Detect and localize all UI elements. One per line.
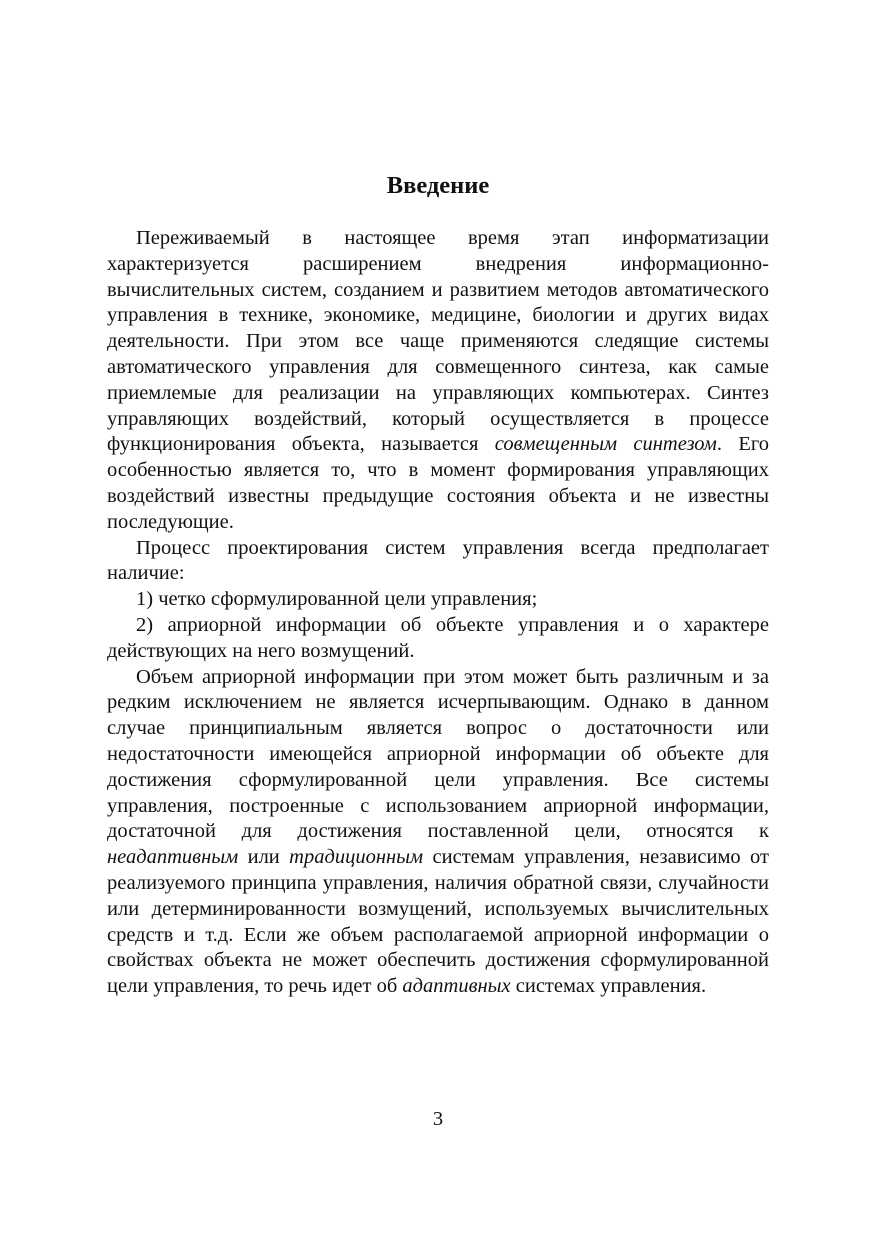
text-segment: 1) четко сформулированной цели управления; [136, 588, 538, 611]
document-page [107, 166, 769, 1000]
text-segment: Процесс проектирования систем управления всегда предполагает наличие: [107, 536, 769, 585]
list-item-prior-info [107, 613, 769, 665]
list-item-goal [107, 587, 769, 613]
text-segment: Объем априорной информации при этом может быть различным и за редким исключением не является исчерпывающим. Однако в данном случае принципиальным является вопрос о достаточности или недостаточности имеющейся априорной информации об объекте для достижения сформулированной цели управления. Все системы управления, построенные с использованием априорной информации, достаточной для достижения поставленной цели, относятся к [107, 665, 769, 843]
text-segment: системам управления, независимо от реализуемого принципа управления, наличия обратной связи, случайности или детерминированности возмущений, используемых вычислительных средств и т.д. Если же объем располагаемой априорной информации о свойствах объекта не может обеспечить достижения сформулированной цели управления, то речь идет об [107, 846, 769, 998]
text-segment: или [238, 846, 290, 869]
paragraph-design-process [107, 536, 769, 588]
text-segment: 2) априорной информации об объекте управления и о характере действующих на него возмущений. [107, 613, 769, 662]
paragraph-prior-info-volume [107, 665, 769, 1000]
italic-term: адаптивных [402, 975, 511, 998]
text-segment: системах управления. [510, 975, 707, 998]
italic-term: традиционным [289, 846, 424, 869]
italic-term: совмещенным синтезом [494, 433, 717, 456]
page-number: 3 [432, 1108, 444, 1130]
section-title: Введение [386, 172, 490, 199]
text-segment: Переживаемый в настоящее время этап информатизации характеризуется расширением внедрения информационно-вычислительных систем, созданием и развитием методов автоматического управления в технике, экономике, медицине, биологии и других видах деятельности. При этом все чаще применяются следящие системы автоматического управления для совмещенного синтеза, как самые приемлемые для реализации на управляющих компьютерах. Синтез управляющих воздействий, который осуществляется в процессе функционирования объекта, называется [107, 227, 769, 456]
text-segment: . Его особенностью является то, что в момент формирования управляющих воздействий известны предыдущие состояния объекта и не известны последующие. [107, 433, 769, 533]
paragraph-intro [107, 226, 769, 536]
italic-term: неадаптивным [107, 846, 239, 869]
